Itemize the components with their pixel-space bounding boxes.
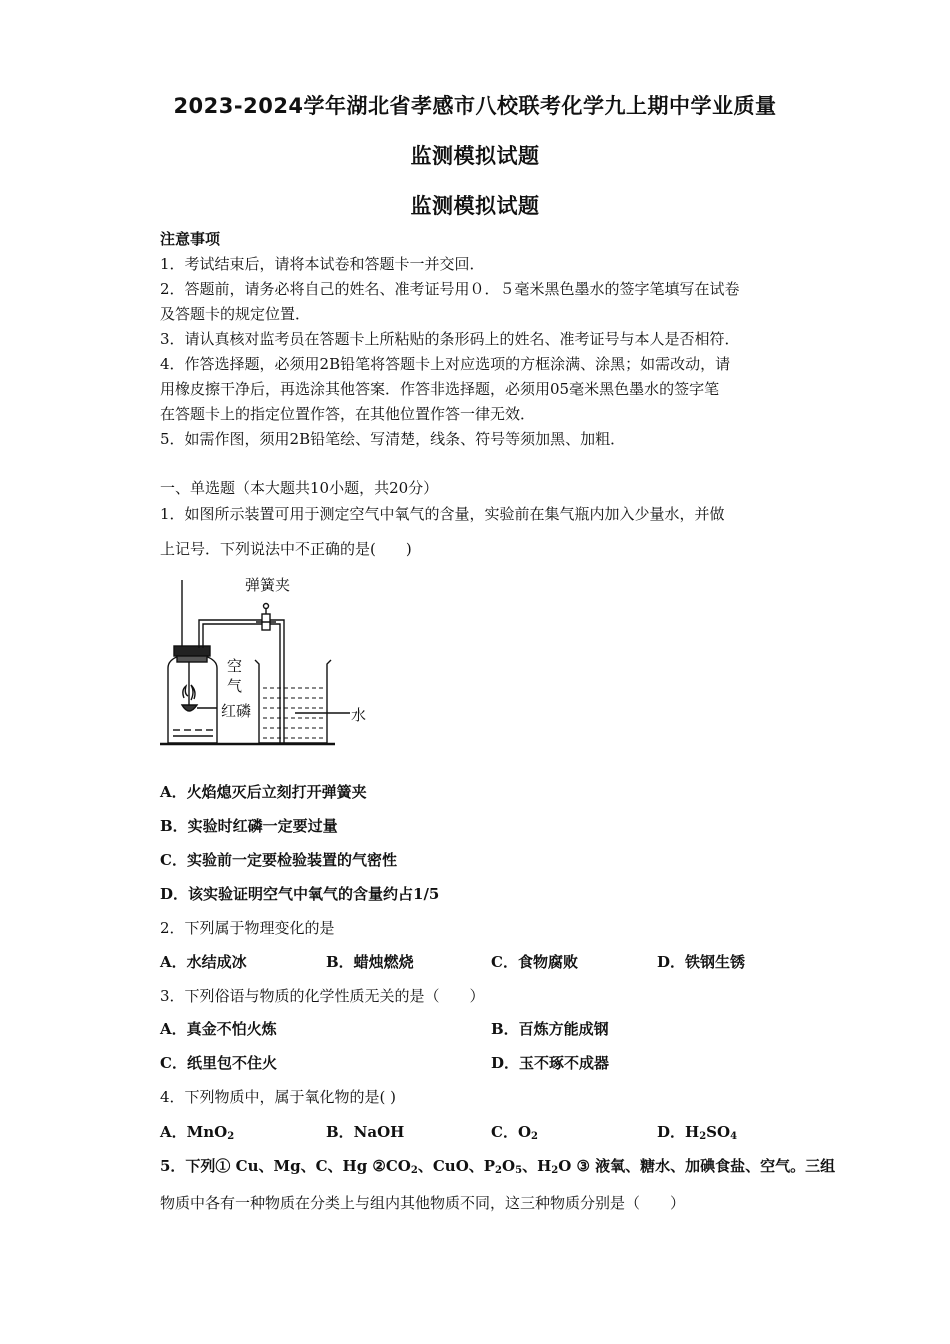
q1-option-a: A．火焰熄灭后立刻打开弹簧夹 <box>160 783 367 801</box>
notice-item: 用橡皮擦干净后，再选涂其他答案．作答非选择题，必须用05毫米黑色墨水的签字笔 <box>160 380 720 398</box>
q5-stem-line2: 物质中各有一种物质在分类上与组内其他物质不同，这三种物质分别是（ ） <box>160 1194 686 1212</box>
q4-option-a: A．MnO$_2$ <box>160 1123 235 1142</box>
q2-stem: 2．下列属于物理变化的是 <box>160 919 335 937</box>
notice-heading: 注意事项 <box>160 230 221 248</box>
label-air-2: 气 <box>227 677 243 695</box>
q2-option-c: C．食物腐败 <box>491 953 578 971</box>
section-heading: 一、单选题（本大题共10小题，共20分） <box>160 479 439 497</box>
beaker <box>255 660 331 743</box>
notice-item: 在答题卡上的指定位置作答，在其他位置作答一律无效． <box>160 405 536 423</box>
q3-option-c: C．纸里包不住火 <box>160 1054 277 1072</box>
q1-apparatus-figure <box>155 568 385 753</box>
q1-stem-line2: 上记号．下列说法中不正确的是( ) <box>160 540 412 558</box>
q3-stem: 3．下列俗语与物质的化学性质无关的是（ ） <box>160 987 485 1005</box>
q3-option-a: A．真金不怕火炼 <box>160 1020 277 1038</box>
notice-item: 5．如需作图，须用2B铅笔绘、写清楚，线条、符号等须加黑、加粗． <box>160 430 626 448</box>
title-line-1: 2023-2024学年湖北省孝感市八校联考化学九上期中学业质量 <box>173 94 777 118</box>
q2-option-a: A．水结成冰 <box>160 953 247 971</box>
title-line-3: 监测模拟试题 <box>410 194 540 218</box>
q2-option-d: D．铁钢生锈 <box>657 953 746 971</box>
q4-option-b: B．NaOH <box>326 1123 405 1141</box>
label-air-1: 空 <box>227 657 243 675</box>
q2-option-b: B．蜡烛燃烧 <box>326 953 414 971</box>
combustion-spoon <box>182 705 197 711</box>
q3-option-d: D．玉不琢不成器 <box>491 1054 610 1072</box>
q3-option-b: B．百炼方能成钢 <box>491 1020 609 1038</box>
label-clamp: 弹簧夹 <box>245 576 291 594</box>
label-water: 水 <box>351 706 367 724</box>
title-line-2: 监测模拟试题 <box>410 144 540 168</box>
notice-item: 3．请认真核对监考员在答题卡上所粘贴的条形码上的姓名、准考证号与本人是否相符． <box>160 330 740 348</box>
q1-option-c: C．实验前一定要检验装置的气密性 <box>160 851 397 869</box>
notice-item: 1．考试结束后，请将本试卷和答题卡一并交回． <box>160 255 485 273</box>
q1-option-b: B．实验时红磷一定要过量 <box>160 817 338 835</box>
q4-option-c: C．$O_2$ <box>491 1123 538 1142</box>
stopper <box>174 646 210 656</box>
q1-stem-line1: 1．如图所示装置可用于测定空气中氧气的含量，实验前在集气瓶内加入少量水，并做 <box>160 505 725 523</box>
notice-item: 及答题卡的规定位置． <box>160 305 311 323</box>
notice-item: 4．作答选择题，必须用2B铅笔将答题卡上对应选项的方框涂满、涂黑；如需改动，请 <box>160 355 731 373</box>
q1-option-d: D．该实验证明空气中氧气的含量约占1/5 <box>160 885 440 903</box>
q4-stem: 4．下列物质中，属于氧化物的是( ) <box>160 1088 397 1106</box>
label-phosphorus: 红磷 <box>221 702 252 720</box>
q5-stem-line1: 5．下列① Cu、Mg、C、Hg $②CO_2$、CuO、$P_2O_5$、$H_2O$ ③ 液氧、糖水、加碘食盐、空气。三组 <box>160 1157 836 1176</box>
notice-item: 2．答题前，请务必将自己的姓名、准考证号用０．５毫米黑色墨水的签字笔填写在试卷 <box>160 280 740 298</box>
q4-option-d: D．$H_2SO_4$ <box>657 1123 738 1142</box>
